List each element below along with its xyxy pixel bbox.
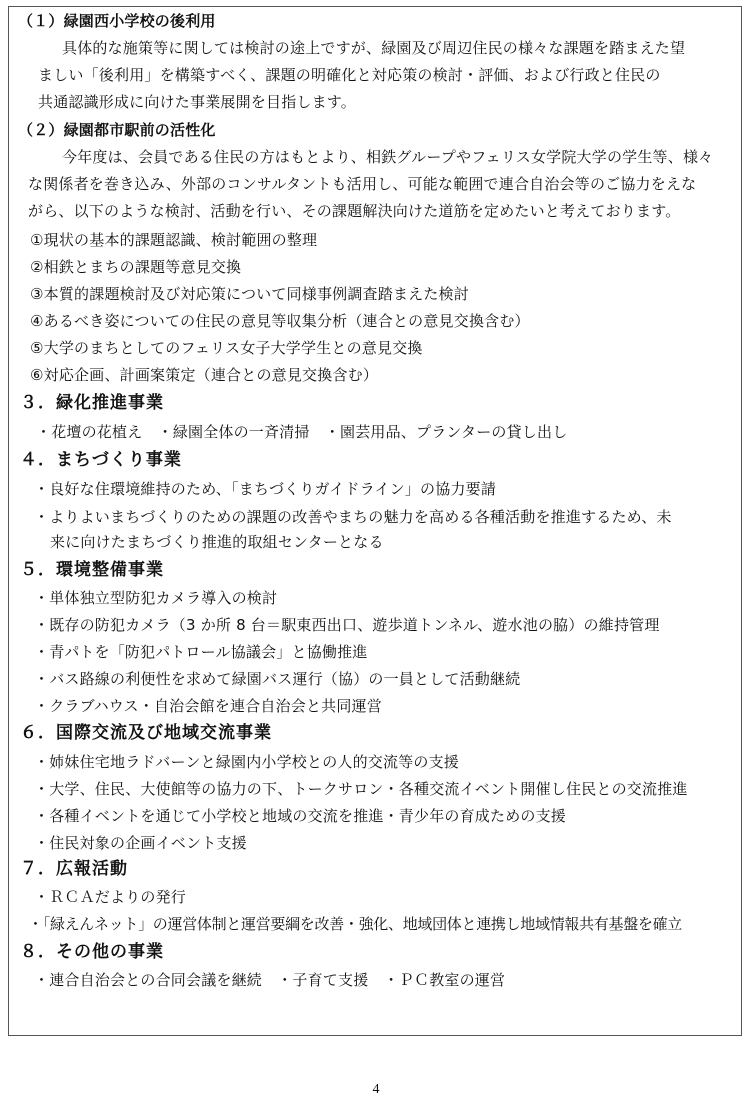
list-item: ・花壇の花植え ・緑園全体の一斉清掃 ・園芸用品、プランターの貸し出し — [36, 423, 568, 441]
list-item: ・「緑えんネット」の運営体制と運営要綱を改善・強化、地域団体と連携し地域情報共有基盤を確立 — [28, 915, 683, 933]
paragraph-line: 具体的な施策等に関しては検討の途上ですが、緑園及び周辺住民の様々な課題を踏まえた望 — [62, 39, 686, 57]
paragraph-line: ましい「後利用」を構築すべく、課題の明確化と対応策の検討・評価、および行政と住民の — [38, 66, 661, 84]
paragraph-line: な関係者を巻き込み、外部のコンサルタントも活用し、可能な範囲で連合自治会等のご協力をえな — [28, 175, 697, 193]
list-item: ・単体独立型防犯カメラ導入の検討 — [34, 589, 278, 607]
list-item: ・住民対象の企画イベント支援 — [34, 834, 247, 852]
list-item: ・大学、住民、大使館等の協力の下、トークサロン・各種交流イベント開催し住民との交流推進 — [34, 780, 688, 798]
list-item: ・ＲＣＡだよりの発行 — [34, 888, 187, 906]
list-item: ・姉妹住宅地ラドバーンと緑園内小学校との人的交流等の支援 — [34, 753, 460, 771]
list-item: ・青パトを「防犯パトロール協議会」と協働推進 — [34, 643, 368, 661]
section-heading-6: ６．国際交流及び地域交流事業 — [20, 723, 272, 743]
list-item: ・よりよいまちづくりのための課題の改善やまちの魅力を高める各種活動を推進するため、未 — [34, 508, 672, 526]
list-item: ・各種イベントを通じて小学校と地域の交流を推進・青少年の育成ための支援 — [34, 807, 567, 825]
list-item: ⑥対応企画、計画案策定（連合との意見交換含む） — [30, 366, 379, 384]
paragraph-line: 共通認識形成に向けた事業展開を目指します。 — [38, 93, 357, 111]
section-heading-8: ８．その他の事業 — [20, 942, 164, 962]
list-item: ・バス路線の利便性を求めて緑園バス運行（協）の一員として活動継続 — [34, 670, 521, 688]
list-item: ②相鉄とまちの課題等意見交換 — [30, 258, 242, 276]
list-item: ①現状の基本的課題認識、検討範囲の整理 — [30, 231, 318, 249]
paragraph-line: がら、以下のような検討、活動を行い、その課題解決向けた道筋を定めたいと考えております。 — [28, 202, 681, 220]
list-item: ・良好な住環境維持のため、「まちづくりガイドライン」の協力要請 — [34, 480, 497, 498]
paragraph-line: 今年度は、会員である住民の方はもとより、相鉄グループやフェリス女学院大学の学生等、様々 — [62, 148, 714, 166]
list-item: ・連合自治会との合同会議を継続 ・子育て支援 ・ＰＣ教室の運営 — [34, 971, 506, 989]
list-item: ⑤大学のまちとしてのフェリス女子大学学生との意見交換 — [30, 339, 423, 357]
page-number: 4 — [372, 1082, 380, 1097]
list-item: ・既存の防犯カメラ（3 か所 8 台＝駅東西出口、遊歩道トンネル、遊水池の脇）の維持管理 — [34, 616, 660, 634]
section-heading-5: ５．環境整備事業 — [20, 560, 164, 580]
list-item: ・クラブハウス・自治会館を連合自治会と共同運営 — [34, 697, 382, 715]
list-item: ③本質的課題検討及び対応策について同様事例調査踏まえた検討 — [30, 285, 469, 303]
list-item: 来に向けたまちづくり推進的取組センターとなる — [50, 533, 384, 551]
subheading-1: （１）緑園西小学校の後利用 — [18, 12, 216, 30]
list-item: ④あるべき姿についての住民の意見等収集分析（連合との意見交換含む） — [30, 312, 530, 330]
section-heading-7: ７．広報活動 — [20, 859, 128, 879]
subheading-2: （２）緑園都市駅前の活性化 — [18, 121, 216, 139]
section-heading-3: ３．緑化推進事業 — [20, 393, 164, 413]
section-heading-4: ４．まちづくり事業 — [20, 450, 182, 470]
